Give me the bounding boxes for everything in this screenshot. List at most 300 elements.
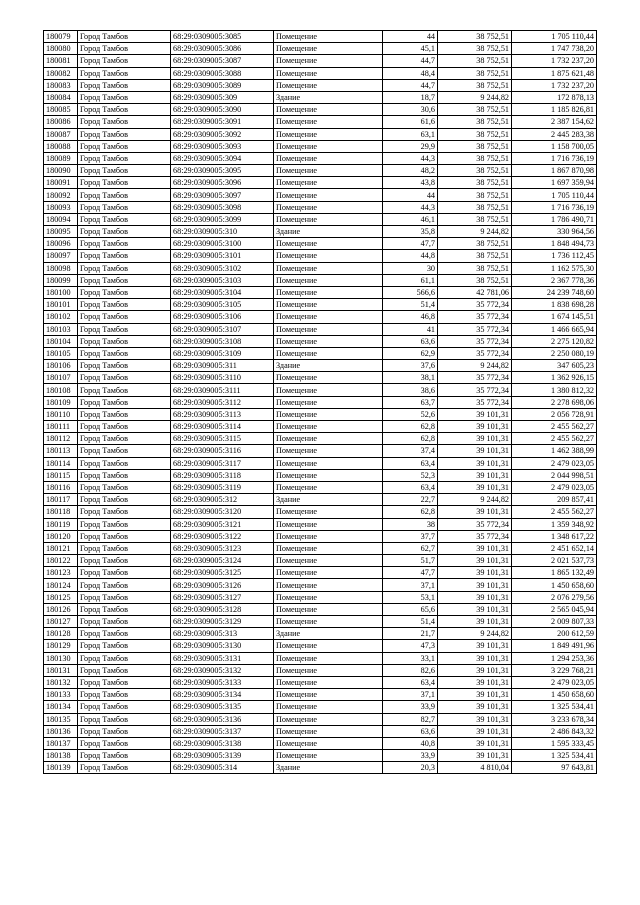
- table-body: [44, 31, 597, 774]
- price-per-unit-cell: 39 101,31: [438, 737, 512, 749]
- table-row: [44, 725, 597, 737]
- row-number-cell: 180131: [44, 664, 78, 676]
- city-cell: Город Тамбов: [78, 676, 171, 688]
- price-per-unit-cell: 39 101,31: [438, 469, 512, 481]
- object-type-cell: Здание: [274, 226, 383, 238]
- cadastral-value-cell: 3 229 768,21: [512, 664, 597, 676]
- area-cell: 44,3: [383, 201, 438, 213]
- table-row: [44, 750, 597, 762]
- table-row: [44, 762, 597, 774]
- object-type-cell: Помещение: [274, 286, 383, 298]
- area-cell: 51,4: [383, 616, 438, 628]
- price-per-unit-cell: 9 244,82: [438, 91, 512, 103]
- price-per-unit-cell: 39 101,31: [438, 591, 512, 603]
- row-number-cell: 180120: [44, 530, 78, 542]
- city-cell: Город Тамбов: [78, 140, 171, 152]
- table-row: [44, 128, 597, 140]
- city-cell: Город Тамбов: [78, 286, 171, 298]
- price-per-unit-cell: 35 772,34: [438, 372, 512, 384]
- area-cell: 40,8: [383, 737, 438, 749]
- area-cell: 45,1: [383, 43, 438, 55]
- price-per-unit-cell: 39 101,31: [438, 652, 512, 664]
- object-type-cell: Помещение: [274, 347, 383, 359]
- cadastral-value-cell: 1 450 658,60: [512, 579, 597, 591]
- cadastral-number-cell: 68:29:0309005:3109: [171, 347, 274, 359]
- price-per-unit-cell: 38 752,51: [438, 128, 512, 140]
- cadastral-value-cell: 1 732 237,20: [512, 79, 597, 91]
- row-number-cell: 180097: [44, 250, 78, 262]
- cadastral-value-cell: 1 849 491,96: [512, 640, 597, 652]
- object-type-cell: Помещение: [274, 238, 383, 250]
- row-number-cell: 180085: [44, 104, 78, 116]
- object-type-cell: Помещение: [274, 177, 383, 189]
- row-number-cell: 180117: [44, 494, 78, 506]
- area-cell: 48,4: [383, 67, 438, 79]
- object-type-cell: Помещение: [274, 311, 383, 323]
- object-type-cell: Помещение: [274, 457, 383, 469]
- cadastral-value-cell: 1 867 870,98: [512, 165, 597, 177]
- object-type-cell: Помещение: [274, 542, 383, 554]
- table-row: [44, 238, 597, 250]
- price-per-unit-cell: 35 772,34: [438, 396, 512, 408]
- cadastral-value-cell: 2 445 283,38: [512, 128, 597, 140]
- cadastral-number-cell: 68:29:0309005:3094: [171, 152, 274, 164]
- row-number-cell: 180092: [44, 189, 78, 201]
- area-cell: 29,9: [383, 140, 438, 152]
- price-per-unit-cell: 39 101,31: [438, 676, 512, 688]
- object-type-cell: Помещение: [274, 469, 383, 481]
- price-per-unit-cell: 35 772,34: [438, 530, 512, 542]
- row-number-cell: 180112: [44, 433, 78, 445]
- cadastral-number-cell: 68:29:0309005:3123: [171, 542, 274, 554]
- table-row: [44, 311, 597, 323]
- object-type-cell: Помещение: [274, 750, 383, 762]
- area-cell: 30: [383, 262, 438, 274]
- cadastral-value-cell: 1 716 736,19: [512, 152, 597, 164]
- price-per-unit-cell: 38 752,51: [438, 262, 512, 274]
- city-cell: Город Тамбов: [78, 91, 171, 103]
- object-type-cell: Помещение: [274, 713, 383, 725]
- cadastral-number-cell: 68:29:0309005:3112: [171, 396, 274, 408]
- area-cell: 38,1: [383, 372, 438, 384]
- area-cell: 51,4: [383, 299, 438, 311]
- cadastral-number-cell: 68:29:0309005:3132: [171, 664, 274, 676]
- row-number-cell: 180121: [44, 542, 78, 554]
- table-row: [44, 31, 597, 43]
- cadastral-number-cell: 68:29:0309005:3102: [171, 262, 274, 274]
- area-cell: 44,7: [383, 55, 438, 67]
- city-cell: Город Тамбов: [78, 104, 171, 116]
- cadastral-value-cell: 1 865 132,49: [512, 567, 597, 579]
- cadastral-number-cell: 68:29:0309005:3125: [171, 567, 274, 579]
- city-cell: Город Тамбов: [78, 469, 171, 481]
- area-cell: 33,1: [383, 652, 438, 664]
- city-cell: Город Тамбов: [78, 360, 171, 372]
- row-number-cell: 180102: [44, 311, 78, 323]
- cadastral-value-cell: 1 786 490,71: [512, 213, 597, 225]
- city-cell: Город Тамбов: [78, 335, 171, 347]
- city-cell: Город Тамбов: [78, 262, 171, 274]
- table-row: [44, 664, 597, 676]
- object-type-cell: Здание: [274, 628, 383, 640]
- city-cell: Город Тамбов: [78, 713, 171, 725]
- price-per-unit-cell: 39 101,31: [438, 457, 512, 469]
- cadastral-number-cell: 68:29:0309005:3104: [171, 286, 274, 298]
- price-per-unit-cell: 38 752,51: [438, 55, 512, 67]
- object-type-cell: Помещение: [274, 104, 383, 116]
- row-number-cell: 180082: [44, 67, 78, 79]
- cadastral-value-cell: 1 325 534,41: [512, 701, 597, 713]
- row-number-cell: 180126: [44, 603, 78, 615]
- row-number-cell: 180136: [44, 725, 78, 737]
- table-row: [44, 104, 597, 116]
- cadastral-number-cell: 68:29:0309005:3136: [171, 713, 274, 725]
- price-per-unit-cell: 39 101,31: [438, 421, 512, 433]
- table-row: [44, 286, 597, 298]
- cadastral-number-cell: 68:29:0309005:3137: [171, 725, 274, 737]
- table-row: [44, 457, 597, 469]
- city-cell: Город Тамбов: [78, 201, 171, 213]
- object-type-cell: Помещение: [274, 664, 383, 676]
- cadastral-value-cell: 1 359 348,92: [512, 518, 597, 530]
- price-per-unit-cell: 38 752,51: [438, 165, 512, 177]
- cadastral-value-cell: 1 348 617,22: [512, 530, 597, 542]
- cadastral-number-cell: 68:29:0309005:313: [171, 628, 274, 640]
- cadastral-value-cell: 2 455 562,27: [512, 506, 597, 518]
- cadastral-value-cell: 1 595 333,45: [512, 737, 597, 749]
- row-number-cell: 180125: [44, 591, 78, 603]
- city-cell: Город Тамбов: [78, 347, 171, 359]
- object-type-cell: Помещение: [274, 323, 383, 335]
- price-per-unit-cell: 39 101,31: [438, 567, 512, 579]
- object-type-cell: Помещение: [274, 31, 383, 43]
- price-per-unit-cell: 39 101,31: [438, 542, 512, 554]
- cadastral-value-cell: 1 705 110,44: [512, 31, 597, 43]
- area-cell: 63,6: [383, 335, 438, 347]
- area-cell: 37,7: [383, 530, 438, 542]
- price-per-unit-cell: 4 810,04: [438, 762, 512, 774]
- table-row: [44, 213, 597, 225]
- area-cell: 61,1: [383, 274, 438, 286]
- object-type-cell: Помещение: [274, 530, 383, 542]
- cadastral-value-cell: 1 848 494,73: [512, 238, 597, 250]
- row-number-cell: 180101: [44, 299, 78, 311]
- price-per-unit-cell: 39 101,31: [438, 603, 512, 615]
- cadastral-value-cell: 2 250 080,19: [512, 347, 597, 359]
- object-type-cell: Помещение: [274, 603, 383, 615]
- row-number-cell: 180079: [44, 31, 78, 43]
- cadastral-number-cell: 68:29:0309005:3121: [171, 518, 274, 530]
- cadastral-value-cell: 172 878,13: [512, 91, 597, 103]
- row-number-cell: 180137: [44, 737, 78, 749]
- table-row: [44, 542, 597, 554]
- row-number-cell: 180116: [44, 481, 78, 493]
- cadastral-number-cell: 68:29:0309005:3098: [171, 201, 274, 213]
- cadastral-number-cell: 68:29:0309005:3108: [171, 335, 274, 347]
- table-row: [44, 506, 597, 518]
- area-cell: 63,4: [383, 481, 438, 493]
- price-per-unit-cell: 35 772,34: [438, 311, 512, 323]
- row-number-cell: 180124: [44, 579, 78, 591]
- object-type-cell: Помещение: [274, 250, 383, 262]
- area-cell: 47,7: [383, 567, 438, 579]
- city-cell: Город Тамбов: [78, 165, 171, 177]
- row-number-cell: 180086: [44, 116, 78, 128]
- cadastral-number-cell: 68:29:0309005:3128: [171, 603, 274, 615]
- price-per-unit-cell: 39 101,31: [438, 433, 512, 445]
- row-number-cell: 180088: [44, 140, 78, 152]
- cadastral-value-cell: 2 455 562,27: [512, 433, 597, 445]
- row-number-cell: 180138: [44, 750, 78, 762]
- table-row: [44, 518, 597, 530]
- cadastral-number-cell: 68:29:0309005:3118: [171, 469, 274, 481]
- object-type-cell: Помещение: [274, 335, 383, 347]
- price-per-unit-cell: 38 752,51: [438, 177, 512, 189]
- object-type-cell: Помещение: [274, 616, 383, 628]
- table-row: [44, 165, 597, 177]
- city-cell: Город Тамбов: [78, 116, 171, 128]
- object-type-cell: Здание: [274, 360, 383, 372]
- table-row: [44, 43, 597, 55]
- cadastral-value-cell: 1 716 736,19: [512, 201, 597, 213]
- city-cell: Город Тамбов: [78, 616, 171, 628]
- city-cell: Город Тамбов: [78, 311, 171, 323]
- table-row: [44, 445, 597, 457]
- cadastral-number-cell: 68:29:0309005:3127: [171, 591, 274, 603]
- row-number-cell: 180083: [44, 79, 78, 91]
- table-row: [44, 396, 597, 408]
- city-cell: Город Тамбов: [78, 457, 171, 469]
- row-number-cell: 180091: [44, 177, 78, 189]
- area-cell: 44,8: [383, 250, 438, 262]
- object-type-cell: Помещение: [274, 481, 383, 493]
- area-cell: 52,6: [383, 408, 438, 420]
- cadastral-number-cell: 68:29:0309005:3110: [171, 372, 274, 384]
- city-cell: Город Тамбов: [78, 689, 171, 701]
- cadastral-number-cell: 68:29:0309005:3103: [171, 274, 274, 286]
- cadastral-value-cell: 2 044 998,51: [512, 469, 597, 481]
- area-cell: 21,7: [383, 628, 438, 640]
- price-per-unit-cell: 39 101,31: [438, 664, 512, 676]
- cadastral-value-cell: 2 387 154,62: [512, 116, 597, 128]
- cadastral-number-cell: 68:29:0309005:314: [171, 762, 274, 774]
- area-cell: 47,7: [383, 238, 438, 250]
- row-number-cell: 180107: [44, 372, 78, 384]
- cadastral-number-cell: 68:29:0309005:3134: [171, 689, 274, 701]
- object-type-cell: Помещение: [274, 555, 383, 567]
- cadastral-value-cell: 2 451 652,14: [512, 542, 597, 554]
- price-per-unit-cell: 35 772,34: [438, 323, 512, 335]
- area-cell: 37,1: [383, 689, 438, 701]
- price-per-unit-cell: 38 752,51: [438, 238, 512, 250]
- city-cell: Город Тамбов: [78, 481, 171, 493]
- city-cell: Город Тамбов: [78, 762, 171, 774]
- cadastral-number-cell: 68:29:0309005:309: [171, 91, 274, 103]
- cadastral-number-cell: 68:29:0309005:3124: [171, 555, 274, 567]
- area-cell: 63,6: [383, 725, 438, 737]
- cadastral-value-cell: 3 233 678,34: [512, 713, 597, 725]
- cadastral-value-cell: 1 732 237,20: [512, 55, 597, 67]
- city-cell: Город Тамбов: [78, 664, 171, 676]
- row-number-cell: 180111: [44, 421, 78, 433]
- cadastral-value-cell: 347 605,23: [512, 360, 597, 372]
- area-cell: 44,3: [383, 152, 438, 164]
- cadastral-value-cell: 2 367 778,36: [512, 274, 597, 286]
- object-type-cell: Помещение: [274, 567, 383, 579]
- city-cell: Город Тамбов: [78, 628, 171, 640]
- city-cell: Город Тамбов: [78, 299, 171, 311]
- area-cell: 65,6: [383, 603, 438, 615]
- cadastral-number-cell: 68:29:0309005:3129: [171, 616, 274, 628]
- table-row: [44, 347, 597, 359]
- row-number-cell: 180093: [44, 201, 78, 213]
- city-cell: Город Тамбов: [78, 67, 171, 79]
- city-cell: Город Тамбов: [78, 323, 171, 335]
- cadastral-number-cell: 68:29:0309005:3126: [171, 579, 274, 591]
- object-type-cell: Помещение: [274, 433, 383, 445]
- object-type-cell: Помещение: [274, 274, 383, 286]
- object-type-cell: Помещение: [274, 128, 383, 140]
- row-number-cell: 180132: [44, 676, 78, 688]
- table-row: [44, 652, 597, 664]
- cadastral-value-cell: 330 964,56: [512, 226, 597, 238]
- area-cell: 37,4: [383, 445, 438, 457]
- table-row: [44, 140, 597, 152]
- city-cell: Город Тамбов: [78, 274, 171, 286]
- city-cell: Город Тамбов: [78, 396, 171, 408]
- table-row: [44, 701, 597, 713]
- object-type-cell: Здание: [274, 494, 383, 506]
- cadastral-value-cell: 2 278 698,06: [512, 396, 597, 408]
- table-row: [44, 372, 597, 384]
- city-cell: Город Тамбов: [78, 652, 171, 664]
- area-cell: 33,9: [383, 701, 438, 713]
- city-cell: Город Тамбов: [78, 31, 171, 43]
- price-per-unit-cell: 39 101,31: [438, 725, 512, 737]
- object-type-cell: Помещение: [274, 421, 383, 433]
- area-cell: 48,2: [383, 165, 438, 177]
- area-cell: 46,8: [383, 311, 438, 323]
- cadastral-number-cell: 68:29:0309005:3088: [171, 67, 274, 79]
- object-type-cell: Помещение: [274, 213, 383, 225]
- area-cell: 52,3: [383, 469, 438, 481]
- cadastral-number-cell: 68:29:0309005:3097: [171, 189, 274, 201]
- price-per-unit-cell: 38 752,51: [438, 213, 512, 225]
- cadastral-number-cell: 68:29:0309005:3138: [171, 737, 274, 749]
- city-cell: Город Тамбов: [78, 579, 171, 591]
- area-cell: 18,7: [383, 91, 438, 103]
- object-type-cell: Помещение: [274, 445, 383, 457]
- cadastral-number-cell: 68:29:0309005:3092: [171, 128, 274, 140]
- cadastral-value-cell: 2 056 728,91: [512, 408, 597, 420]
- price-per-unit-cell: 39 101,31: [438, 506, 512, 518]
- area-cell: 62,8: [383, 506, 438, 518]
- object-type-cell: Помещение: [274, 372, 383, 384]
- city-cell: Город Тамбов: [78, 55, 171, 67]
- cadastral-number-cell: 68:29:0309005:3120: [171, 506, 274, 518]
- area-cell: 38,6: [383, 384, 438, 396]
- city-cell: Город Тамбов: [78, 506, 171, 518]
- object-type-cell: Помещение: [274, 506, 383, 518]
- area-cell: 62,9: [383, 347, 438, 359]
- object-type-cell: Здание: [274, 762, 383, 774]
- row-number-cell: 180098: [44, 262, 78, 274]
- price-per-unit-cell: 9 244,82: [438, 494, 512, 506]
- row-number-cell: 180123: [44, 567, 78, 579]
- price-per-unit-cell: 35 772,34: [438, 299, 512, 311]
- price-per-unit-cell: 38 752,51: [438, 140, 512, 152]
- cadastral-value-cell: 1 736 112,45: [512, 250, 597, 262]
- city-cell: Город Тамбов: [78, 701, 171, 713]
- city-cell: Город Тамбов: [78, 213, 171, 225]
- object-type-cell: Помещение: [274, 689, 383, 701]
- object-type-cell: Помещение: [274, 640, 383, 652]
- row-number-cell: 180114: [44, 457, 78, 469]
- table-row: [44, 567, 597, 579]
- area-cell: 47,3: [383, 640, 438, 652]
- cadastral-number-cell: 68:29:0309005:311: [171, 360, 274, 372]
- object-type-cell: Помещение: [274, 262, 383, 274]
- price-per-unit-cell: 38 752,51: [438, 79, 512, 91]
- table-row: [44, 79, 597, 91]
- area-cell: 37,6: [383, 360, 438, 372]
- object-type-cell: Помещение: [274, 67, 383, 79]
- area-cell: 22,7: [383, 494, 438, 506]
- price-per-unit-cell: 39 101,31: [438, 579, 512, 591]
- price-per-unit-cell: 38 752,51: [438, 104, 512, 116]
- cadastral-value-cell: 1 380 812,32: [512, 384, 597, 396]
- city-cell: Город Тамбов: [78, 226, 171, 238]
- table-row: [44, 55, 597, 67]
- row-number-cell: 180118: [44, 506, 78, 518]
- cadastral-value-cell: 1 158 700,05: [512, 140, 597, 152]
- object-type-cell: Помещение: [274, 43, 383, 55]
- object-type-cell: Помещение: [274, 396, 383, 408]
- cadastral-value-cell: 1 875 621,48: [512, 67, 597, 79]
- city-cell: Город Тамбов: [78, 177, 171, 189]
- city-cell: Город Тамбов: [78, 128, 171, 140]
- area-cell: 63,4: [383, 676, 438, 688]
- object-type-cell: Помещение: [274, 725, 383, 737]
- row-number-cell: 180128: [44, 628, 78, 640]
- cadastral-number-cell: 68:29:0309005:3093: [171, 140, 274, 152]
- price-per-unit-cell: 38 752,51: [438, 250, 512, 262]
- object-type-cell: Помещение: [274, 384, 383, 396]
- row-number-cell: 180089: [44, 152, 78, 164]
- object-type-cell: Помещение: [274, 299, 383, 311]
- object-type-cell: Здание: [274, 91, 383, 103]
- city-cell: Город Тамбов: [78, 421, 171, 433]
- cadastral-value-cell: 1 705 110,44: [512, 189, 597, 201]
- cadastral-value-cell: 2 479 023,05: [512, 676, 597, 688]
- object-type-cell: Помещение: [274, 701, 383, 713]
- table-row: [44, 177, 597, 189]
- table-row: [44, 274, 597, 286]
- row-number-cell: 180106: [44, 360, 78, 372]
- table-row: [44, 640, 597, 652]
- cadastral-value-cell: 97 643,81: [512, 762, 597, 774]
- table-row: [44, 408, 597, 420]
- cadastral-number-cell: 68:29:0309005:3122: [171, 530, 274, 542]
- cadastral-value-cell: 1 697 359,94: [512, 177, 597, 189]
- cadastral-value-cell: 2 565 045,94: [512, 603, 597, 615]
- cadastral-value-cell: 24 239 748,60: [512, 286, 597, 298]
- table-row: [44, 67, 597, 79]
- object-type-cell: Помещение: [274, 79, 383, 91]
- price-per-unit-cell: 38 752,51: [438, 43, 512, 55]
- cadastral-number-cell: 68:29:0309005:3089: [171, 79, 274, 91]
- area-cell: 61,6: [383, 116, 438, 128]
